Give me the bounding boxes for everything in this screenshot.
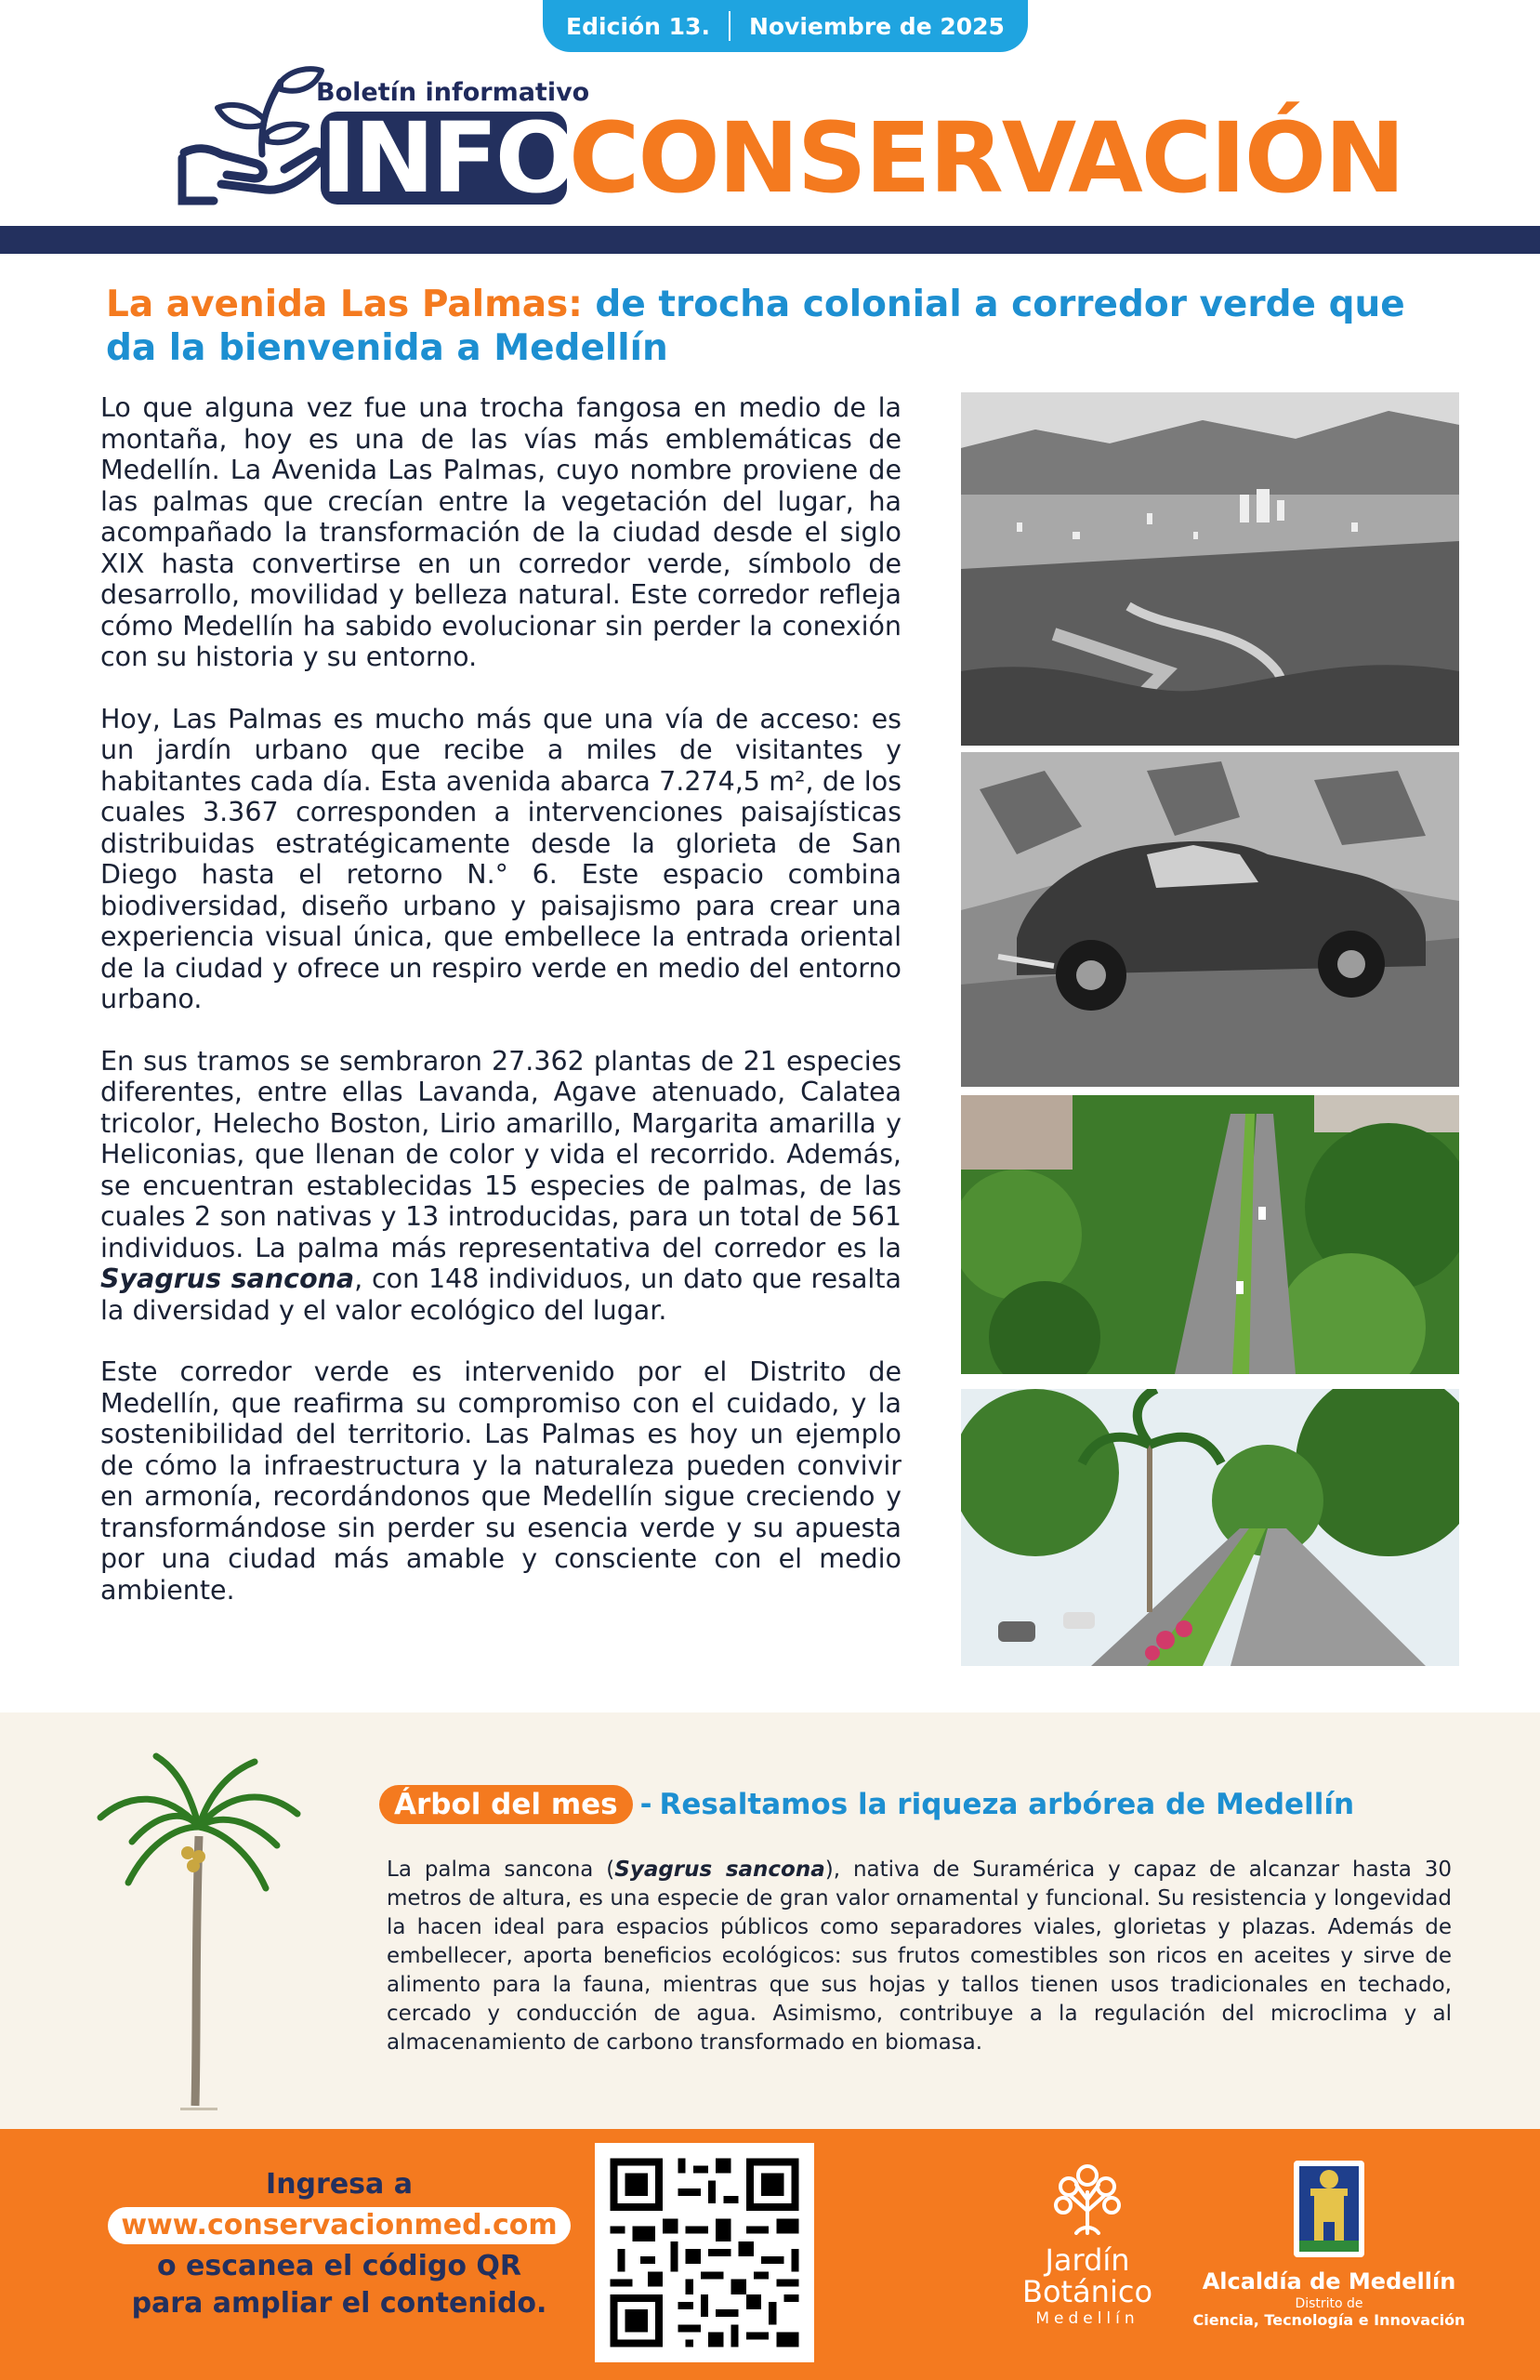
alcaldia-district-type: Ciencia, Tecnología e Innovación (1192, 2311, 1466, 2329)
tree-of-month-description: La palma sancona (Syagrus sancona), nativa de Suramérica y capaz de alcanzar hasta 30 metros de altura, es una especie de gran valor ornamental y funcional. Su resistencia y longevidad la hacen ideal para espacios públicos como separadores viales, glorietas y plazas. Además de embellecer, aporta beneficios ecológicos: sus frutos comestibles son ricos en aceites y sirve de alimento para la fauna, mientras que sus hojas y tallos tienen usos tradicionales en techado, cercado y conducción de agua. Asimismo, contribuye a la regulación del microclima y al almacenamiento de carbono transformado en biomasa. (387, 1858, 1453, 2055)
alcaldia-district: Distrito de (1295, 2296, 1363, 2311)
title-conservacion: CONSERVACIÓN (569, 101, 1404, 215)
edition-number: Edición 13. (566, 12, 710, 40)
headline-blue: de trocha colonial a corredor verde que da la bienvenida a Medellín (106, 284, 1405, 369)
species-name: Syagrus sancona (100, 1263, 355, 1294)
coat-of-arms-icon (1288, 2157, 1370, 2265)
article-body (100, 392, 902, 1636)
paragraph-1: Lo que alguna vez fue una trocha fangosa en medio de la montaña, hoy es una de las vías más emblemáticas de Medellín. La Avenida Las Palmas, cuyo nombre proviene de las palmas que crecían entre la vegetación del lugar, ha acompañado la transformación de la ciudad desde el siglo XIX hasta convertirse en un corredor verde, símbolo de desarrollo, movilidad y belleza natural. Este corredor refleja cómo Medellín ha sabido evolucionar sin perder la conexión con su historia y su entorno. (100, 392, 902, 672)
title-info: INFO (321, 101, 575, 215)
paragraph-3: En sus tramos se sembraron 27.362 plantas de 21 especies diferentes, entre ellas Lavanda, Agave atenuado, Calatea tricolor, Helecho Boston, Lirio amarillo, Margarita amarilla y Heliconias, que llenan de color y vida el recorrido. Además, se encuentran establecidas 15 especies de palmas, de las cuales 2 son nativas y 13 introducidas, para un total de 561 individuos. La palma más representativa del corredor es la Syagrus sancona, con 148 individuos, un dato que resalta la diversidad y el valor ecológico del lugar. (100, 1045, 902, 1326)
historic-valley-photo (961, 392, 1459, 746)
edition-badge (543, 0, 1028, 52)
tree-of-month-label: Árbol del mes (379, 1785, 633, 1824)
palm-avenue-photo (961, 1389, 1459, 1666)
cta-line-2: o escanea el código QR (156, 2250, 522, 2282)
jardin-name-line-1: Jardín (1045, 2242, 1130, 2278)
paragraph-4: Este corredor verde es intervenido por el Distrito de Medellín, que reafirma su compromiso con el cuidado, y la sostenibilidad del territorio. Las Palmas es hoy un ejemplo de cómo la infraestructura y la naturaleza pueden convivir en armonía, recordándonos que Medellín sigue creciendo y transformándose sin perder su esencia verde y su apuesta por una ciudad más amable y consciente con el medio ambiente. (100, 1356, 902, 1606)
edition-date: Noviembre de 2025 (748, 12, 1005, 40)
header-divider (0, 226, 1540, 254)
tree-species-name: Syagrus sancona (614, 1858, 825, 1882)
alcaldia-name: Alcaldía de Medellín (1202, 2268, 1456, 2294)
title-dash: - (639, 1788, 652, 1821)
aerial-corridor-photo (961, 1095, 1459, 1374)
headline-orange: La avenida Las Palmas: (106, 284, 583, 325)
palm-tree-illustration (91, 1752, 305, 2110)
article-headline (106, 283, 1454, 370)
website-link[interactable]: www.conservacionmed.com (108, 2207, 570, 2244)
tree-of-month-subtitle: Resaltamos la riqueza arbórea de Medellín (659, 1788, 1355, 1821)
cta-line-3: para ampliar el contenido. (131, 2287, 547, 2320)
vintage-car-photo (961, 752, 1459, 1087)
cta-line-1: Ingresa a (266, 2168, 413, 2201)
alcaldia-logo (1190, 2157, 1468, 2329)
newsletter-tagline: Boletín informativo (316, 78, 590, 107)
call-to-action (102, 2166, 576, 2322)
jardin-name-line-3: Medellín (1035, 2309, 1139, 2328)
edition-separator (729, 11, 731, 41)
hand-sprout-icon (177, 61, 335, 210)
tree-logo-icon (1050, 2155, 1125, 2235)
tree-of-month-title (379, 1785, 1354, 1824)
jardin-name-line-2: Botánico (1021, 2274, 1153, 2309)
qr-code[interactable] (595, 2143, 814, 2362)
paragraph-2: Hoy, Las Palmas es mucho más que una vía de acceso: es un jardín urbano que recibe a miles de visitantes y habitantes cada día. Esta avenida abarca 7.274,5 m², de los cuales 3.367 corresponden a intervenciones paisajísticas distribuidas estratégicamente desde la glorieta de San Diego hasta el retorno N.° 6. Este espacio combina biodiversidad, diseño urbano y paisajismo para crear una experiencia visual única, que embellece la entrada oriental de la ciudad y ofrece un respiro verde en medio del entorno urbano. (100, 703, 902, 1014)
jardin-botanico-logo (994, 2155, 1180, 2328)
